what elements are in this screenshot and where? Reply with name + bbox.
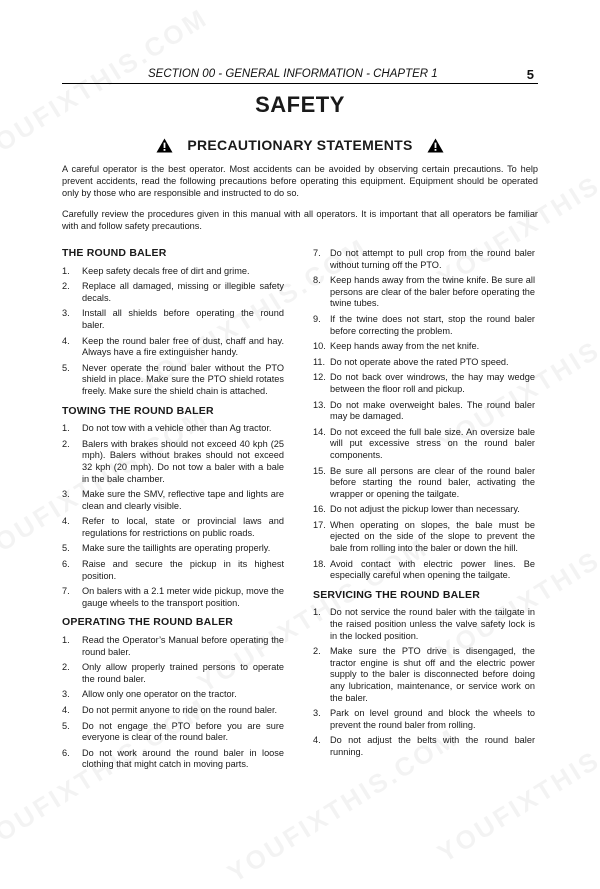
item-text: Read the Operator’s Manual before operating the round baler. xyxy=(82,635,284,657)
item-number: 4. xyxy=(62,705,70,715)
list-item xyxy=(313,341,535,353)
item-text: Do not adjust the pickup lower than necessary. xyxy=(330,504,520,515)
item-number: 4. xyxy=(62,335,70,346)
item-text: Make sure the taillights are operating properly. xyxy=(82,543,271,554)
item-number: 5. xyxy=(62,720,70,731)
item-text: Allow only one operator on the tractor. xyxy=(82,689,237,700)
list-item xyxy=(313,372,535,395)
section-heading: THE ROUND BALER xyxy=(62,247,167,259)
item-number: 16. xyxy=(313,504,326,515)
item-number: 8. xyxy=(313,275,321,286)
right-column xyxy=(313,248,535,763)
item-text: Only allow properly trained persons to operate the round baler. xyxy=(82,662,284,684)
list-item xyxy=(62,748,284,771)
list-item xyxy=(62,266,284,278)
list-item xyxy=(62,489,284,512)
item-text: Do not back over windrows, the hay may wedge between the floor roll and pickup. xyxy=(330,372,535,394)
item-text: Make sure the PTO drive is disengaged, the tractor engine is shut off and the electric power supply to the baler is disconnected before doing any lubrication, maintenance, or service work on the baler. xyxy=(330,646,535,703)
item-text: Keep safety decals free of dirt and grime. xyxy=(82,265,250,276)
page-header xyxy=(62,68,538,84)
item-text: Raise and secure the pickup in its highest position. xyxy=(82,559,284,581)
item-number: 4. xyxy=(62,516,70,527)
item-number: 11. xyxy=(313,356,326,367)
item-text: Do not work around the round baler in loose clothing that might catch in moving parts. xyxy=(82,747,284,770)
list-item xyxy=(62,363,284,398)
item-text: Do not permit anyone to ride on the round baler. xyxy=(82,705,278,715)
list-item xyxy=(313,607,535,642)
list-item xyxy=(313,708,535,731)
item-text: When operating on slopes, the bale must be ejected on the side of the slope to prevent the bale from rolling into the baler or down the hill. xyxy=(330,519,535,554)
item-text: Never operate the round baler without the PTO shield in place. Make sure the PTO shield rotates freely. Make sure the shield chain is attached. xyxy=(82,362,284,396)
list-item xyxy=(62,559,284,582)
item-number: 14. xyxy=(313,426,326,437)
list-item xyxy=(62,662,284,685)
item-text: Make sure the SMV, reflective tape and lights are clean and clearly visible. xyxy=(82,489,284,511)
item-number: 5. xyxy=(62,543,70,554)
item-number: 6. xyxy=(62,747,70,758)
item-text: Do not make overweight bales. The round baler may be damaged. xyxy=(330,399,535,422)
item-text: Do not operate above the rated PTO speed. xyxy=(330,356,509,367)
item-number: 3. xyxy=(62,689,70,700)
list-item xyxy=(313,400,535,423)
item-number: 7. xyxy=(62,586,70,597)
list-item xyxy=(62,635,284,658)
item-text: Do not engage the PTO before you are sure everyone is clear of the round baler. xyxy=(82,720,284,743)
list-item xyxy=(62,689,284,701)
item-number: 5. xyxy=(62,362,70,373)
item-number: 3. xyxy=(62,489,70,500)
section-list xyxy=(313,248,535,582)
item-text: Avoid contact with electric power lines. Be especially careful when opening the tailgate. xyxy=(330,558,535,581)
item-number: 2. xyxy=(313,646,321,657)
intro-paragraph: A careful operator is the best operator. Most accidents can be avoided by observing certain precautions. To help prevent accidents, read the following precautions before operating this equipment. Equipment should be operated only by those who are responsible and instructed to do so. xyxy=(62,164,538,198)
item-text: Keep the round baler free of dust, chaff and hay. Always have a fire extinguisher handy. xyxy=(82,335,284,358)
item-number: 3. xyxy=(313,708,321,719)
intro-paragraph: Carefully review the procedures given in this manual with all operators. It is important that all operators be familiar with and follow safety precautions. xyxy=(62,209,538,231)
item-number: 3. xyxy=(62,308,70,319)
item-number: 7. xyxy=(313,248,321,258)
list-item xyxy=(313,248,535,271)
item-number: 10. xyxy=(313,341,326,352)
list-item xyxy=(62,721,284,744)
item-text: Replace all damaged, missing or illegible safety decals. xyxy=(82,281,284,303)
item-text: Do not exceed the full bale size. An oversize bale will put excessive stress on the round baler components. xyxy=(330,426,535,460)
item-text: Balers with brakes should not exceed 40 kph (25 mph). Balers without brakes should not exceed 32 kph (20 mph). Do not tow a baler with a bale in the bale chamber. xyxy=(82,438,284,484)
list-item xyxy=(62,336,284,359)
item-number: 2. xyxy=(62,281,70,292)
item-number: 4. xyxy=(313,735,321,746)
item-text: If the twine does not start, stop the round baler before correcting the problem. xyxy=(330,313,535,336)
list-item xyxy=(313,646,535,704)
subtitle-row xyxy=(0,137,600,153)
list-item xyxy=(62,543,284,555)
list-item xyxy=(62,281,284,304)
list-item xyxy=(62,586,284,609)
list-item xyxy=(313,735,535,758)
item-number: 1. xyxy=(62,423,70,434)
section-heading: TOWING THE ROUND BALER xyxy=(62,404,214,417)
item-text: Do not attempt to pull crop from the round baler without turning off the PTO. xyxy=(330,248,535,270)
section-list xyxy=(62,635,284,771)
list-item xyxy=(313,357,535,369)
page-title: SAFETY xyxy=(255,92,345,117)
warning-icon xyxy=(427,138,444,153)
item-number: 9. xyxy=(313,313,321,324)
item-number: 17. xyxy=(313,519,326,530)
list-item xyxy=(62,705,284,717)
section-list xyxy=(313,607,535,758)
item-number: 12. xyxy=(313,372,326,383)
section-title: SECTION 00 - GENERAL INFORMATION - CHAPTER 1 xyxy=(148,68,438,80)
section-heading: OPERATING THE ROUND BALER xyxy=(62,616,234,629)
item-text: Do not tow with a vehicle other than Ag tractor. xyxy=(82,423,272,434)
item-number: 15. xyxy=(313,465,326,476)
item-text: Be sure all persons are clear of the round baler before starting the round baler, activating the wrapper or opening the tailgate. xyxy=(330,465,535,499)
item-text: Park on level ground and block the wheels to prevent the round baler from rolling. xyxy=(330,708,535,730)
section-heading: SERVICING THE ROUND BALER xyxy=(313,588,480,601)
left-column xyxy=(62,248,284,775)
section-list xyxy=(62,266,284,398)
page-number: 5 xyxy=(526,67,534,82)
subtitle: PRECAUTIONARY STATEMENTS xyxy=(187,137,413,153)
list-item xyxy=(313,504,535,516)
list-item xyxy=(62,423,284,435)
item-text: Keep hands away from the twine knife. Be sure all persons are clear of the baler before operating the twine tubes. xyxy=(330,275,535,309)
item-number: 2. xyxy=(62,662,70,673)
list-item xyxy=(313,520,535,555)
warning-icon xyxy=(156,138,173,153)
item-number: 1. xyxy=(62,635,70,646)
list-item xyxy=(313,559,535,582)
list-item xyxy=(313,314,535,337)
list-item xyxy=(62,308,284,331)
item-number: 1. xyxy=(313,607,321,618)
item-text: On balers with a 2.1 meter wide pickup, move the gauge wheels to the transport position. xyxy=(82,586,284,608)
item-text: Install all shields before operating the round baler. xyxy=(82,308,284,330)
section-list xyxy=(62,423,284,609)
item-text: Do not adjust the belts with the round baler running. xyxy=(330,735,535,757)
list-item xyxy=(62,439,284,485)
list-item xyxy=(313,275,535,310)
item-number: 2. xyxy=(62,438,70,449)
item-text: Do not service the round baler with the tailgate in the raised position unless the valve safety lock is in the locked position. xyxy=(330,607,535,641)
item-text: Keep hands away from the net knife. xyxy=(330,341,480,352)
item-number: 13. xyxy=(313,399,326,410)
item-text: Refer to local, state or provincial laws and regulations for restrictions on public roads. xyxy=(82,516,284,538)
list-item xyxy=(313,427,535,462)
item-number: 6. xyxy=(62,559,70,570)
list-item xyxy=(62,516,284,539)
item-number: 18. xyxy=(313,558,326,569)
list-item xyxy=(313,466,535,501)
item-number: 1. xyxy=(62,265,70,276)
